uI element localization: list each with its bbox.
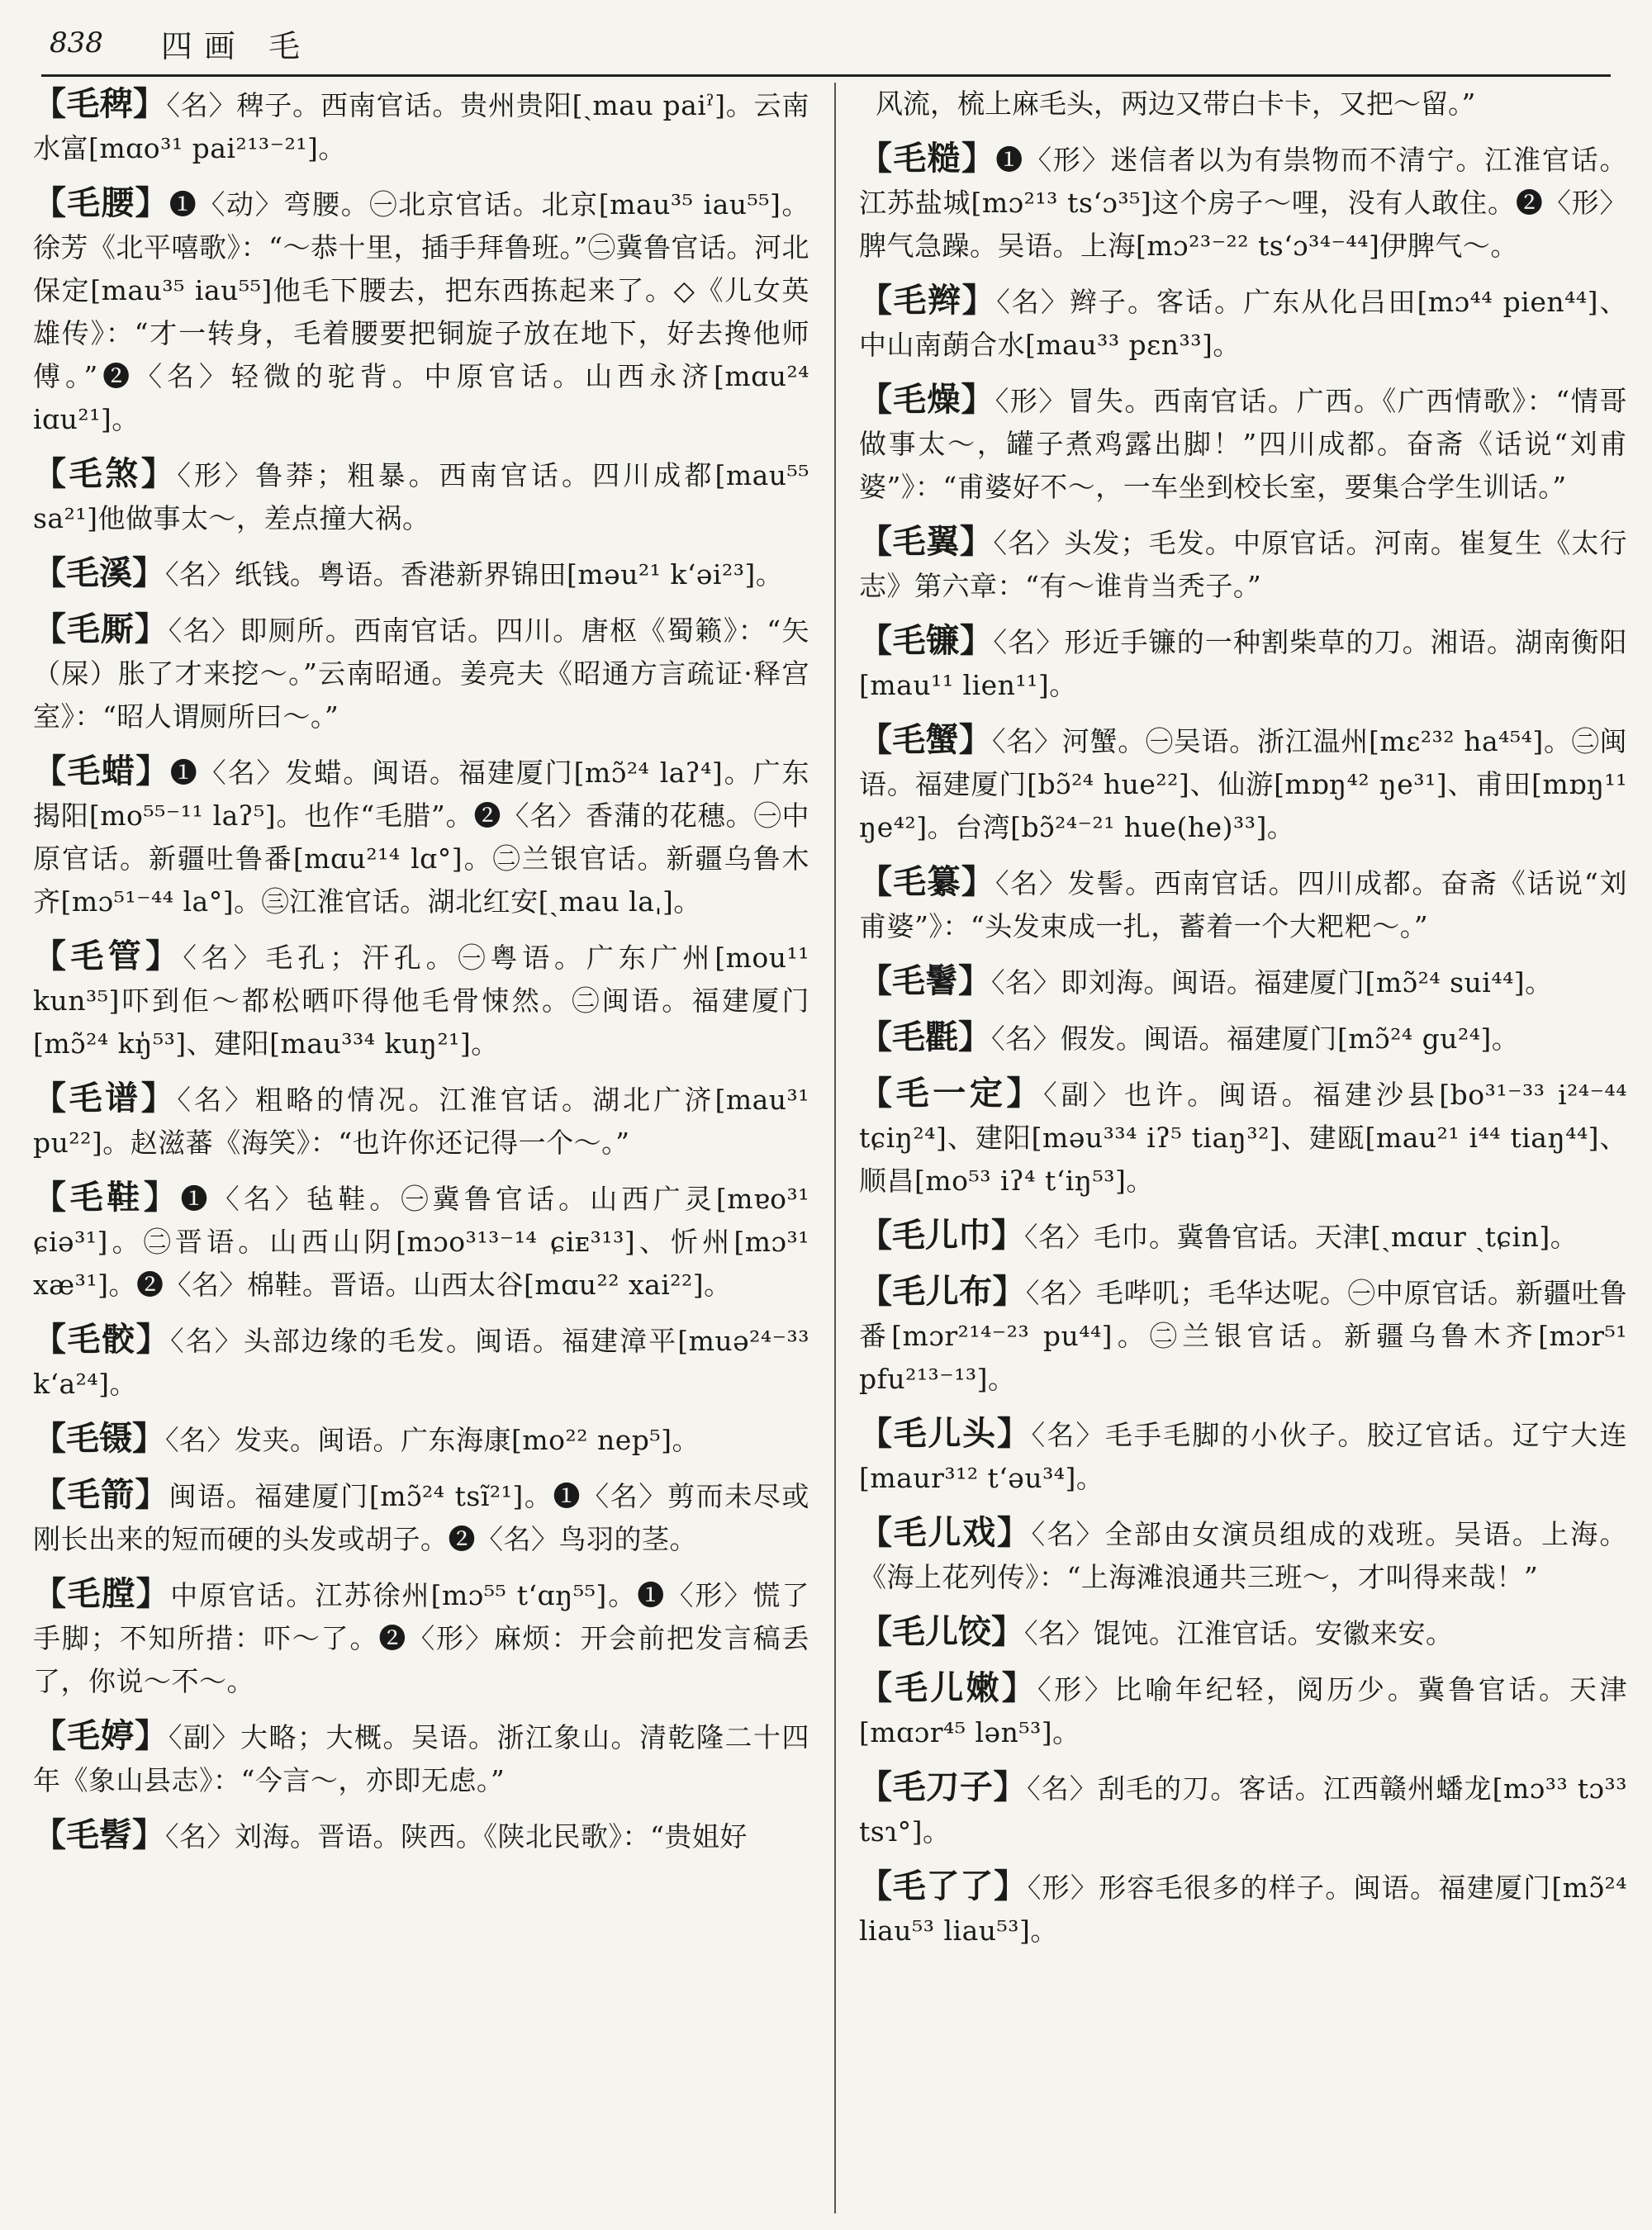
entry-definition: 〈名〉稗子。西南官话。贵州贵阳[ˏmau paiˀ]。云南水富[mɑo³¹ pai²¹³⁻²¹]。	[33, 89, 809, 164]
entry-headword: 【毛燥】	[859, 380, 995, 419]
entry-definition: 〈名〉即刘海。闽语。福建厦门[mɔ̃²⁴ sui⁴⁴]。	[991, 966, 1553, 999]
entry-headword: 【毛髫】	[33, 1815, 165, 1854]
entry-definition: 〈名〉毛孔；汗孔。㊀粤语。广东广州[mou¹¹ kun³⁵]吓到佢～都松晒吓得他毛骨悚然。㊁闽语。福建厦门[mɔ̃²⁴ kŋ̍⁵³]、建阳[mau³³⁴ kuŋ²¹]。	[33, 942, 809, 1060]
entry-headword: 【毛稗】	[33, 84, 167, 123]
dictionary-entry	[859, 279, 1627, 367]
dictionary-entry	[859, 960, 1627, 1004]
column-divider	[834, 83, 836, 2213]
dictionary-entry	[859, 1214, 1627, 1259]
entry-headword: 【毛箭】	[33, 1475, 169, 1514]
page-section-title: 四画 毛	[160, 27, 311, 64]
entry-definition: 〈名〉全部由女演员组成的戏班。吴语。上海。《海上花列传》：“上海滩浪通共三班～，才叫得来哉！”	[859, 1518, 1627, 1593]
entry-definition: 〈名〉假发。闽语。福建厦门[mɔ̃²⁴ gu²⁴]。	[991, 1022, 1520, 1055]
entry-headword: 【毛镰】	[859, 621, 994, 660]
entry-definition: 中原官话。江苏徐州[mɔ⁵⁵ tʻɑŋ⁵⁵]。❶〈形〉慌了手脚；不知所措：吓～了。❷〈形〉麻烦：开会前把发言稿丢了，你说～不～。	[33, 1579, 809, 1697]
dictionary-entry	[33, 83, 809, 170]
entry-definition: 〈名〉发夹。闽语。广东海康[mo²² nep⁵]。	[165, 1424, 700, 1456]
dictionary-entry	[859, 1270, 1627, 1401]
dictionary-entry	[859, 1072, 1627, 1203]
entry-headword: 【毛骹】	[33, 1320, 171, 1359]
dictionary-entry	[33, 750, 809, 923]
entry-headword: 【毛鞋】	[33, 1178, 181, 1217]
dictionary-entry	[33, 1176, 809, 1307]
dictionary-entry	[33, 1715, 809, 1802]
entry-headword: 【毛儿布】	[859, 1272, 1026, 1311]
entry-definition: 〈名〉毛巾。冀鲁官话。天津[ˏmɑur ˏtɕin]。	[1024, 1221, 1578, 1253]
entry-headword: 【毛儿嫩】	[859, 1668, 1037, 1707]
dictionary-entry	[859, 1511, 1627, 1599]
entry-definition: 〈名〉即厕所。西南官话。四川。唐枢《蜀籁》：“矢（屎）胀了才来挖～。”云南昭通。姜亮夫《昭通方言疏证·释宫室》：“昭人谓厕所曰～。”	[33, 614, 809, 733]
entry-headword: 【毛镊】	[33, 1419, 165, 1458]
dictionary-entry	[33, 552, 809, 596]
page-header	[41, 18, 1611, 68]
continuation-text: 风流，梳上麻毛头，两边又带白卡卡，又把～留。”	[876, 88, 1476, 120]
dictionary-entry	[33, 1318, 809, 1406]
dictionary-entry	[859, 861, 1627, 948]
dictionary-entry	[33, 182, 809, 441]
entry-definition: 〈名〉刮毛的刀。客话。江西赣州蟠龙[mɔ³³ tɔ³³ tsɿ°]。	[859, 1772, 1627, 1848]
entry-headword: 【毛氍】	[859, 1018, 991, 1056]
entry-definition: 〈名〉头发；毛发。中原官话。河南。崔复生《太行志》第六章：“有～谁肯当秃子。”	[859, 527, 1627, 602]
entry-definition: 〈名〉头部边缘的毛发。闽语。福建漳平[muə²⁴⁻³³ kʻa²⁴]。	[33, 1325, 809, 1400]
entry-headword: 【毛腰】	[33, 183, 169, 222]
entry-definition: ❶〈名〉毡鞋。㊀冀鲁官话。山西广灵[mɐo³¹ ɕiə³¹]。㊁晋语。山西山阴[mɔo³¹³⁻¹⁴ ɕiᴇ³¹³]、忻州[mɔ³¹ xæ³¹]。❷〈名〉棉鞋。晋语。山西太谷[mɑu²² xai²²]。	[33, 1183, 809, 1301]
entry-headword: 【毛儿饺】	[859, 1612, 1024, 1651]
entry-definition: 〈名〉粗略的情况。江淮官话。湖北广济[mau³¹ pu²²]。赵滋蕃《海笑》：“也许你还记得一个～。”	[33, 1084, 809, 1159]
entry-definition: 〈名〉毛手毛脚的小伙子。胶辽官话。辽宁大连[maur³¹² tʻəu³⁴]。	[859, 1419, 1627, 1494]
dictionary-entry	[33, 935, 809, 1065]
dictionary-entry	[859, 1667, 1627, 1754]
entry-definition: 〈名〉发髻。西南官话。四川成都。奋斋《话说“刘甫婆”》：“头发束成一扎，蓄着一个大粑粑～。”	[859, 867, 1627, 942]
entry-definition: 〈名〉毛哔叽；毛华达呢。㊀中原官话。新疆吐鲁番[mɔr²¹⁴⁻²³ pu⁴⁴]。㊁兰银官话。新疆乌鲁木齐[mɔr⁵¹ pfu²¹³⁻¹³]。	[859, 1277, 1627, 1395]
entry-headword: 【毛厮】	[33, 610, 169, 648]
dictionary-entry	[859, 1412, 1627, 1500]
page-number: 838	[50, 26, 103, 59]
entry-definition: 〈副〉也许。闽语。福建沙县[bo³¹⁻³³ i²⁴⁻⁴⁴ tɕiŋ²⁴]、建阳[məu³³⁴ iʔ⁵ tiaŋ³²]、建瓯[mau²¹ i⁴⁴ tiaŋ⁴⁴]、顺昌[mo⁵³ iʔ⁴ tʻiŋ⁵³]。	[859, 1079, 1627, 1197]
entry-definition: 〈名〉馄饨。江淮官话。安徽来安。	[1024, 1617, 1454, 1649]
entry-definition: 〈名〉纸钱。粤语。香港新界锦田[məu²¹ kʻəi²³]。	[165, 558, 784, 591]
dictionary-entry	[33, 608, 809, 738]
entry-headword: 【毛管】	[33, 937, 183, 975]
entry-headword: 【毛膛】	[33, 1574, 171, 1613]
dictionary-entry	[859, 619, 1627, 707]
entry-definition: 〈形〉形容毛很多的样子。闽语。福建厦门[mɔ̃²⁴ liau⁵³ liau⁵³]。	[859, 1872, 1627, 1947]
entry-definition: ❶〈名〉发蜡。闽语。福建厦门[mɔ̃²⁴ laʔ⁴]。广东揭阳[mo⁵⁵⁻¹¹ laʔ⁵]。也作“毛腊”。❷〈名〉香蒲的花穗。㊀中原官话。新疆吐鲁番[mɑu²¹⁴ lɑ°]。㊁兰银官话。新疆乌鲁木齐[mɔ⁵¹⁻⁴⁴ la°]。㊂江淮官话。湖北红安[ˏmau laˌ]。	[33, 757, 809, 918]
entry-definition: 〈形〉冒失。西南官话。广西。《广西情歌》：“情哥做事太～，罐子煮鸡露出脚！”四川成都。奋斋《话说“刘甫婆”》：“甫婆好不～，一车坐到校长室，要集合学生训话。”	[859, 385, 1627, 503]
entry-headword: 【毛儿巾】	[859, 1216, 1024, 1255]
entry-headword: 【毛翼】	[859, 522, 994, 561]
entry-headword: 【毛婷】	[33, 1716, 169, 1755]
entry-headword: 【毛刀子】	[859, 1767, 1028, 1806]
dictionary-entry	[33, 1573, 809, 1703]
entry-definition: 〈名〉河蟹。㊀吴语。浙江温州[mɛ²³² ha⁴⁵⁴]。㊁闽语。福建厦门[bɔ̃²⁴ hue²²]、仙游[mɒŋ⁴² ŋe³¹]、甫田[mɒŋ¹¹ ŋe⁴²]。台湾[bɔ̃²⁴⁻²¹ hue(he)³³]。	[859, 725, 1627, 843]
entry-headword: 【毛蜡】	[33, 752, 170, 790]
dictionary-entry	[859, 520, 1627, 608]
entry-definition: 闽语。福建厦门[mɔ̃²⁴ tsĩ²¹]。❶〈名〉剪而未尽或刚长出来的短而硬的头发或胡子。❷〈名〉鸟羽的茎。	[33, 1480, 809, 1555]
entry-definition: ❶〈形〉迷信者以为有祟物而不清宁。江淮官话。江苏盐城[mɔ²¹³ tsʻɔ³⁵]这个房子～哩，没有人敢住。❷〈形〉脾气急躁。吴语。上海[mɔ²³⁻²² tsʻɔ³⁴⁻⁴⁴]伊脾气～。	[859, 144, 1627, 262]
dictionary-entry	[33, 1417, 809, 1462]
dictionary-entry	[33, 1077, 809, 1165]
entry-definition: 〈形〉鲁莽；粗暴。西南官话。四川成都[mau⁵⁵ sa²¹]他做事太～，差点撞大祸。	[33, 459, 809, 534]
entry-definition: 〈名〉形近手镰的一种割柴草的刀。湘语。湖南衡阳[mau¹¹ lien¹¹]。	[859, 626, 1627, 701]
entry-definition: 〈副〉大略；大概。吴语。浙江象山。清乾隆二十四年《象山县志》：“今言～，亦即无虑。”	[33, 1721, 809, 1796]
entry-headword: 【毛纂】	[859, 862, 995, 901]
entry-headword: 【毛糙】	[859, 139, 996, 178]
entry-headword: 【毛辫】	[859, 281, 997, 320]
entry-headword: 【毛谱】	[33, 1079, 178, 1117]
entry-definition: 〈形〉比喻年纪轻，阅历少。冀鲁官话。天津[mɑɔr⁴⁵ lən⁵³]。	[859, 1673, 1627, 1748]
dictionary-entry	[859, 1766, 1627, 1853]
entry-headword: 【毛蟹】	[859, 720, 993, 759]
dictionary-entry	[859, 1865, 1627, 1952]
entry-definition: 〈名〉刘海。晋语。陕西。《陕北民歌》：“贵姐好	[165, 1820, 748, 1853]
dictionary-entry	[859, 1611, 1627, 1655]
entry-headword: 【毛儿头】	[859, 1414, 1032, 1453]
entry-headword: 【毛一定】	[859, 1074, 1044, 1113]
entry-definition: 〈名〉辫子。客话。广东从化吕田[mɔ⁴⁴ pien⁴⁴]、中山南蓢合水[mau³³ pɛn³³]。	[859, 286, 1627, 361]
dictionary-entry	[859, 1016, 1627, 1060]
header-rule	[41, 74, 1611, 77]
entry-headword: 【毛鬐】	[859, 961, 991, 1000]
right-column	[859, 83, 1627, 2213]
dictionary-entry	[33, 1473, 809, 1561]
entry-definition: ❶〈动〉弯腰。㊀北京官话。北京[mau³⁵ iau⁵⁵]。徐芳《北平嘻歌》：“～恭十里，插手拜鲁班。”㊁冀鲁官话。河北保定[mau³⁵ iau⁵⁵]他毛下腰去，把东西拣起来了。◇《儿女英雄传》：“才一转身，毛着腰要把铜旋子放在地下，好去搀他师傅。”❷〈名〉轻微的驼背。中原官话。山西永济[mɑu²⁴ iɑu²¹]。	[33, 188, 809, 435]
dictionary-entry	[859, 378, 1627, 509]
dictionary-entry	[33, 453, 809, 540]
left-column	[33, 83, 809, 2213]
dictionary-entry	[859, 719, 1627, 849]
entry-headword: 【毛儿戏】	[859, 1513, 1032, 1552]
entry-headword: 【毛溪】	[33, 553, 165, 592]
dictionary-entry	[859, 137, 1627, 268]
entry-headword: 【毛了了】	[859, 1867, 1028, 1905]
dictionary-entry	[33, 1814, 809, 1858]
entry-headword: 【毛煞】	[33, 454, 178, 493]
